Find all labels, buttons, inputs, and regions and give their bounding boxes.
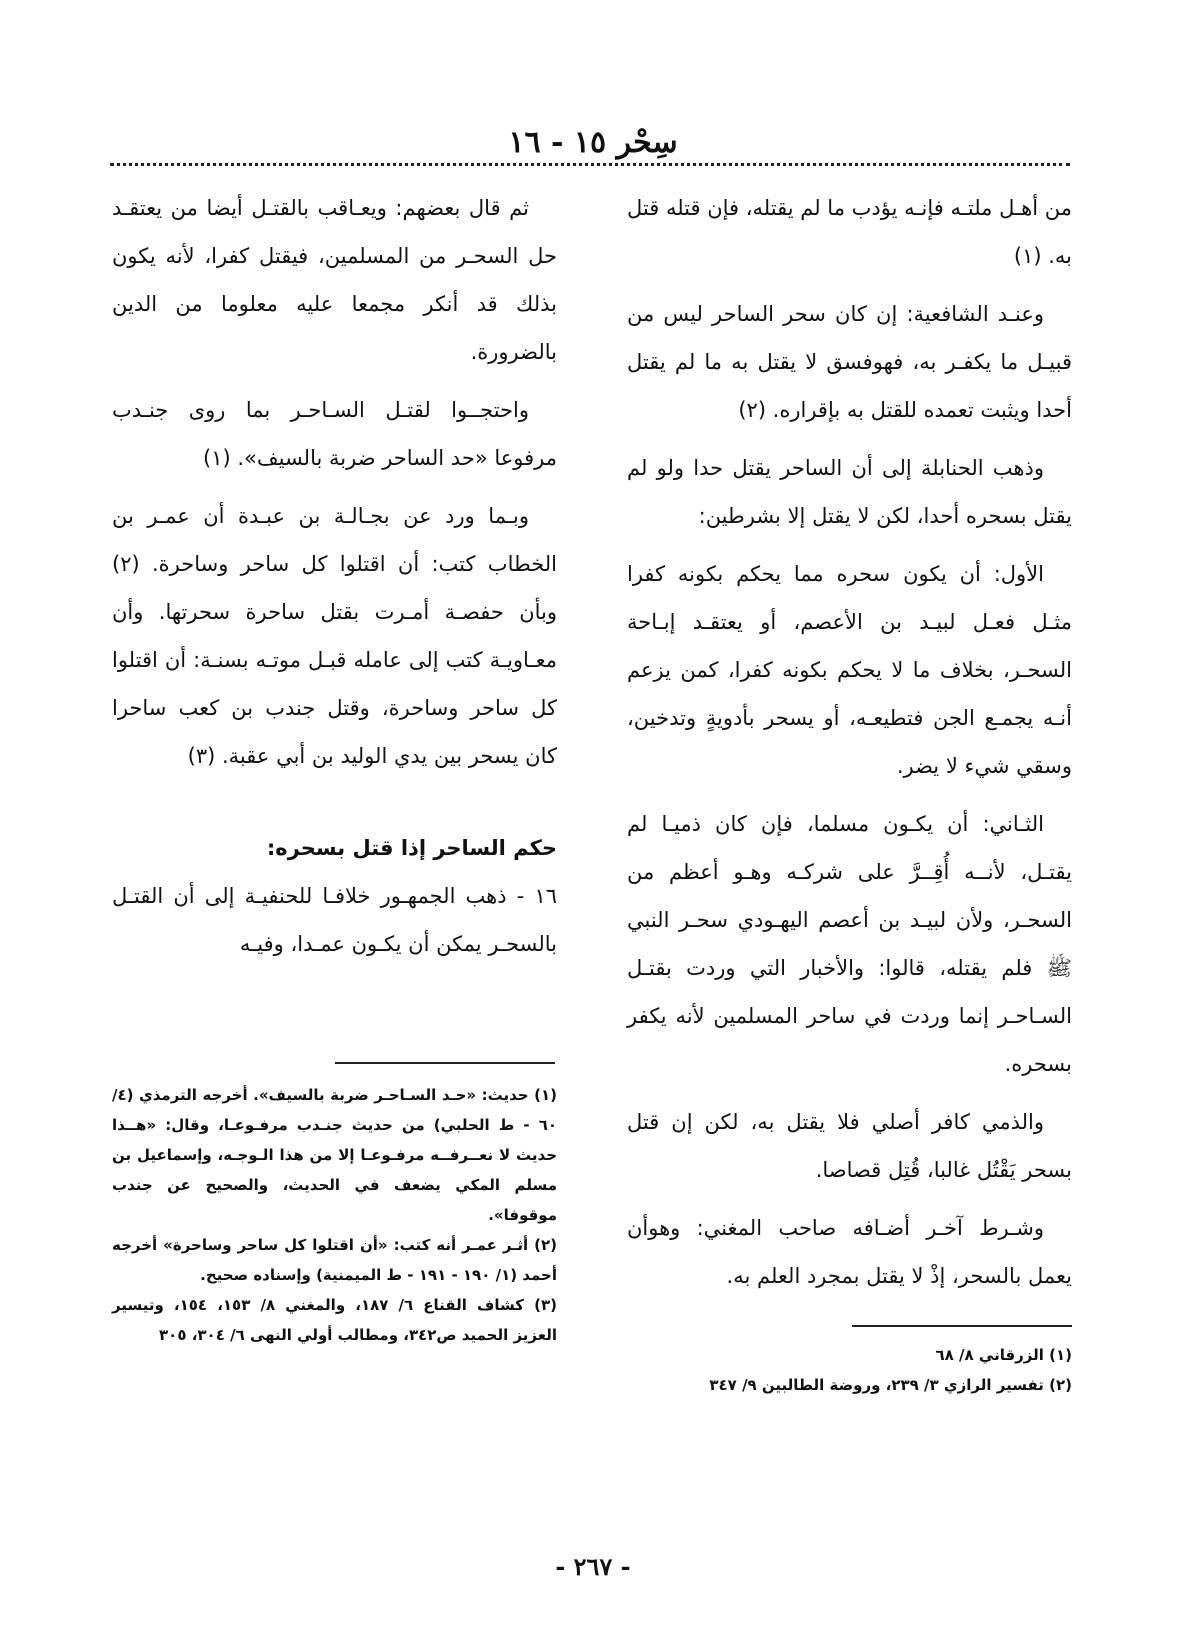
right-paragraph: الثـاني: أن يكـون مسلما، فإن كان ذميـا لم يقتـل، لأنــه أُقِــرَّ على شركـه وهـو أعظم من السحـر، ولأن لبيـد بن أعصم اليهـودي سحـر النبي ﷺ فلم يقتله، قالوا: والأخبار التي وردت بقتـل السـاحـر إنما وردت في ساحر المسلمين لأنه يكفر بسحره. <box>627 812 1072 1076</box>
footnote: (٢) أثـر عمـر أنه كتب: «أن اقتلوا كل ساحر وساحرة» أخرجه أحمد (١/ ١٩٠ - ١٩١ - ط الميمنية) وإسناده صحيح. <box>112 1236 557 1284</box>
right-footnotes <box>627 1340 1072 1400</box>
footnote: (٢) تفسير الرازي ٣/ ٢٣٩، وروضة الطالبين ٩/ ٣٤٧ <box>709 1376 1072 1394</box>
right-paragraph: من أهـل ملتـه فإنـه يؤدب ما لم يقتله، فإن قتله قتل به. (١) <box>627 196 1072 268</box>
right-paragraph: الأول: أن يكون سحره مما يحكم بكونه كفرا مثـل فعـل لبيـد بن الأعصم، أو يعتقـد إبـاحة السحـر، بخلاف ما لا يحكم بكونه كفرا، كمن يزعم أنـه يجمـع الجن فتطيعـه، أو يسحر بأدويةٍ وتدخين، وسقي شيء لا يضر. <box>627 562 1072 778</box>
left-footnotes <box>112 1080 557 1350</box>
right-footnotes-rule <box>852 1325 1072 1327</box>
footnote: (١) حديث: «حـد السـاحـر ضربة بالسيف». أخرجه الترمذي (٤/ ٦٠ - ط الحلبي) من حديث جنـدب مرفـوعـا، وقال: «هــذا حديث لا نعــرفــه مرفـوعـا إلا من هذا الـوجـه، وإسماعيل بن مسلم المكي يضعف في الحديث، والصحيح عن جندب موقوفا». <box>112 1086 557 1224</box>
right-column <box>627 184 1072 1310</box>
footnote: (٣) كشاف القناع ٦/ ١٨٧، والمغني ٨/ ١٥٣، ١٥٤، وتيسير العزيز الحميد ص٣٤٢، ومطالب أولي النهى ٦/ ٣٠٤، ٣٠٥ <box>112 1296 557 1344</box>
footnote: (١) الزرقاني ٨/ ٦٨ <box>935 1346 1072 1364</box>
header-dotted-rule <box>110 163 1070 166</box>
left-footnotes-rule <box>335 1062 555 1064</box>
left-paragraph: ثم قال بعضهم: ويعـاقب بالقتـل أيضا من يعتقـد حل السحـر من المسلمين، فيقتل كفرا، لأنه يكون بذلك قد أنكر مجمعا عليه معلوما من الدين بالضرورة. <box>112 196 557 364</box>
section-paragraph: ١٦ - ذهب الجمهـور خلافـا للحنفيـة إلى أن القتـل بالسحـر يمكن أن يكـون عمـدا، وفيـه <box>112 884 557 956</box>
page-number: - ٢٦٧ - <box>555 1552 631 1581</box>
right-paragraph: وشـرط آخـر أضـافه صاحب المغني: وهوأن يعمل بالسحر، إذْ لا يقتل بمجرد العلم به. <box>627 1216 1072 1288</box>
right-paragraph: وذهب الحنابلة إلى أن الساحر يقتل حدا ولو لم يقتل بسحره أحدا، لكن لا يقتل إلا بشرطين: <box>627 456 1072 528</box>
left-paragraph: وبـما ورد عن بجـالـة بن عبـدة أن عمـر بن الخطاب كتب: أن اقتلوا كل ساحر وساحرة. (٢) وبأن حفصـة أمـرت بقتل ساحرة سحرتها. وأن معـاويـة كتب إلى عامله قبـل موتـه بسنـة: أن اقتلوا كل ساحر وساحرة، وقتل جندب بن كعب ساحرا كان يسحر بين يدي الوليد بن أبي عقبة. (٣) <box>112 504 557 768</box>
page-header-title: سِحْر ١٥ - ١٦ <box>508 125 678 160</box>
left-paragraph: واحتجــوا لقتـل السـاحـر بما روى جنـدب مرفوعا «حد الساحر ضربة بالسيف». (١) <box>112 398 557 470</box>
right-paragraph: وعنـد الشافعية: إن كان سحر الساحر ليس من قبيـل ما يكفـر به، فهوفسق لا يقتل به ما لم يقتل أحدا ويثبت تعمده للقتل به بإقراره. (٢) <box>627 302 1072 422</box>
right-paragraph: والذمي كافر أصلي فلا يقتل به، لكن إن قتل بسحر يَقْتُل غالبا، قُتِل قصاصا. <box>627 1110 1072 1182</box>
left-column <box>112 184 557 978</box>
section-heading: حكم الساحر إذا قتل بسحره: <box>266 836 557 860</box>
